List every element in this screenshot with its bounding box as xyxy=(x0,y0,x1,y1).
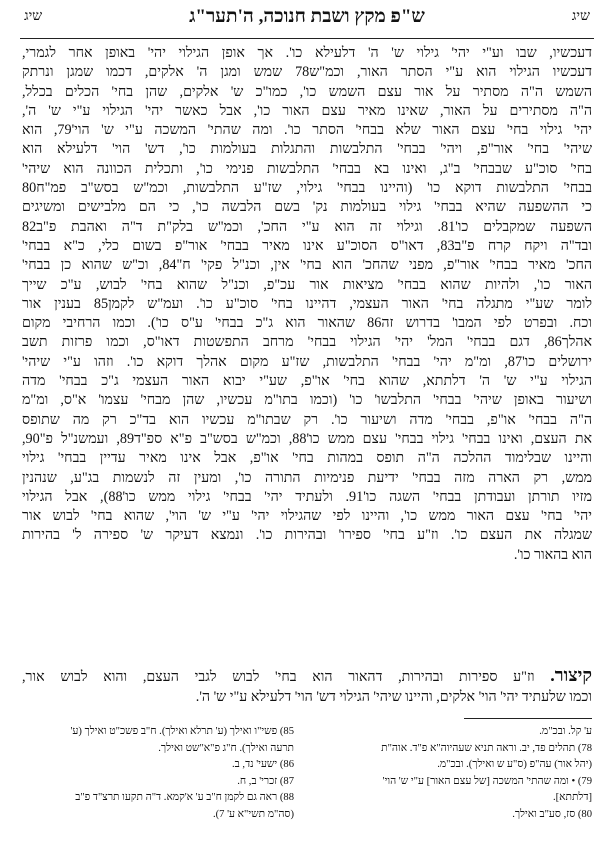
text-line: דעכשיו, שבו וע"י יהי' גילוי ש' ה' דלעילא כו'. אך אופן הגילוי יהי' באופן אחר לגמרי, xyxy=(22,45,592,61)
page-number: שיג xyxy=(571,9,590,24)
running-title: ש"פ מקץ ושבת חנוכה, ה'תער"ג xyxy=(189,6,425,27)
text-line: מזיו תורתן ועבודתן בבחי' השגה כו'91. ולעתיד יהי' בבחי' גילוי ממש כו'88), אבל הגילוי xyxy=(22,488,592,505)
summary-line-2: וכמו שלעתיד יהי' הוי' אלקים, והיינו שיהי' הגילוי דש' הוי' דלעילא ע"י ש' ה'. xyxy=(195,689,592,705)
text-line: ה"ה בבחי' או"פ, בבחי' מדה ושיעור כו'. רק שבתו"מ עכשיו הוא בד"כ רק מה שתופס xyxy=(22,411,592,428)
text-line: ובד"ה ויקח קרח פ"ב83, דאו"ס הסוכ"ע אינו מאיר בבחי' אור"פ בשום כלי, כ"א בבחי' xyxy=(22,237,592,254)
text-line: השפעה שמקבלים כו'81. וגילוי זה הוא ע"י החכ', וכמ"ש בלק"ת ד"ה ואהבת פ"ב82 xyxy=(22,218,592,235)
text-line: הגילוי ע"י ש' ה' דלתתא, שהוא בחי' או"פ, שע"י יבוא האור העצמי ג"כ בבחי' מדה xyxy=(22,373,592,390)
text-line: החכ' מאיר בבחי' אור"פ, מפני שהחכ' הוא בחי' אין, וכנ"ל פקי' ח"84, וכ"ש שהוא כן בבחי' xyxy=(22,257,592,274)
page-header xyxy=(20,6,594,36)
text-line: וכח. ובפרט לפי המבו' בדרוש זה86 שהאור הוא ג"כ בבחי' ע"ס כו'). וכמו הרחיבי מקום xyxy=(22,315,592,332)
text-line: שיהי' בחי' אור"פ, ויהי' בבחי' התלבשות והתגלות בעולמות כו', דש' הוי' דלעילא הוא xyxy=(22,141,592,158)
footnote-line: 88) ראה גם לקמן ח"ב ע' א'קמא. ד"ה תקעו תרצ"ד פ"ב xyxy=(75,792,294,803)
footnote-line: תרעה ואילך). ח"ג פ"א"שט ואילך. xyxy=(158,742,294,754)
text-line: כי ההשפעה שהיא בבחי' גילוי בעולמות נק' בשם הלבשה כו', כי הם מלבישים ומשיגים xyxy=(22,199,592,216)
footnote-line: 79) • ומה שהתי' המשכה [של עצם האור] ע"י ש' הוי' xyxy=(382,775,592,787)
text-line: ה"ה מסתירים על האור, שאינו מאיר עצם האור כו', אבל כאשר יהי' הגילוי ע"י ש' ה', xyxy=(22,102,592,119)
page-number-left: שיג xyxy=(24,9,43,24)
footnote-line: (סה"מ תשי"א ע' 7). xyxy=(212,808,294,820)
footnotes-left-column xyxy=(22,724,294,823)
summary-section xyxy=(22,664,592,708)
main-text xyxy=(22,44,592,565)
text-line: בחי' סוכ"ע שבבחי' ב"ג, ואינו בא בבחי' התלבשות פנימי כו', ותכלית הכוונה הוא שיהי' xyxy=(22,160,592,177)
footnote-line: [דלתתא]. xyxy=(552,792,592,803)
footnote-line: 85) פשי"ו ואילך (ע' תרלא ואילך). ח"ב פשכ"ט ואילך (ע' xyxy=(70,726,294,737)
text-line: יהי' גילוי בחי' עצם האור שלא בבחי' הסתר כו'. ומה שהתי' המשכה ע"י ש' הוי'79, הוא xyxy=(22,122,592,139)
summary-line-1 xyxy=(22,664,592,686)
header-rule xyxy=(20,38,594,39)
text-line: האור כו', ולהיות שהוא בבחי' מציאות אור עכ"פ, וכנ"ל שהוא בחי' לבוש, ע"כ שייך xyxy=(22,276,592,293)
text-line: הוא בהאור כו'. xyxy=(513,546,592,563)
text-line: את העצם, ואינו בבחי' גילוי בבחי' עצם ממש כו'88, וכמ"ש בסש"ב פ"א ספ"ד89, ועמשנ"ל פ"90, xyxy=(22,430,592,447)
footnote-line: ע' קל. ובכ"מ. xyxy=(539,726,592,737)
summary-text-1: וז"ע ספירות ובהירות, דהאור הוא בחי' לבוש לגבי העצם, והוא לבוש אור, xyxy=(22,669,535,685)
text-line: ושיעור באופן שיהי' בבחי' התלבשו' כו' (וכמו בתו"מ עכשיו, שהן מבחי' עצמו' א"ס, ומ"מ xyxy=(22,392,592,409)
footnote-line: 87) זכרי' ב, ח. xyxy=(237,775,294,787)
footnote-rule xyxy=(464,718,592,719)
footnote-line: 80) סז, סע"ב ואילך. xyxy=(512,808,592,820)
summary-keyword: קיצור. xyxy=(550,665,592,685)
text-line: לומר שע"י מתגלה בחי' האור העצמי, דהיינו בחי' סוכ"ע כו'. ועמ"ש לקמן85 בענין אור xyxy=(22,295,592,312)
text-line: ממש, רק הארה מזה בבחי' ידיעת פנימיות התורה כו', ומעין זה לנשמות בג"ע, שנהנין xyxy=(22,469,592,486)
text-line: והיינו שבלימוד ההלכה ה"ה תופס במהות בחי' או"פ, אבל אינו מאיר עדיין בבחי' גילוי xyxy=(22,450,592,467)
footnote-line: 86) ישעי' נד, ב. xyxy=(232,759,294,770)
text-line: השמש ה"ה מסתיר על אור עצם השמש כו', כמו"כ ש' אלקים, שהן בחי' הכלים בכלל, xyxy=(22,83,592,100)
footnote-line: 78) תהלים פד, יב. וראה תניא שעהיוה"א פ"ד. אוה"ת xyxy=(381,742,592,754)
text-line: שמגלה את העצם כו'. וז"ע בחי' ספירו' ובהירות כו'. ונמצא דעיקר ש' ספירה ל' בהירות xyxy=(22,527,592,544)
text-line: יהי' בחי' עצם האור ממש כו', והיינו לפי שהגילוי יהי' ע"י ש' הוי', שהוא בחי' לבוש אור xyxy=(22,508,592,525)
footnotes-right-column xyxy=(320,724,592,823)
footnote-line: (יהל אור) עה"פ (ס"ע ש ואילך). ובכ"מ. xyxy=(437,759,592,770)
text-line: דעכשיו הגילוי הוא ע"י הסתר האור, וכמ"ש78 שמש ומגן ה' אלקים, דכמו שמגן ונרתק xyxy=(22,64,592,81)
text-line: אהלך86, דגם בבחי' המל' יהי' הגילוי בבחי' מרחב התפשטות דאו"ס, וכמו פרזות תשב xyxy=(22,334,592,351)
text-line: ירושלים כו'87, ומ"מ יהי' בבחי' התלבשות, שז"ע מקום אהלך דוקא כו'. וזהו ע"י שיהי' xyxy=(22,353,592,370)
text-line: בבחי' התלבשות דוקא כו' (והיינו בבחי' גילוי, שז"ע התלבשות, וכמ"ש בסש"ב פמ"ח80 xyxy=(22,180,592,197)
